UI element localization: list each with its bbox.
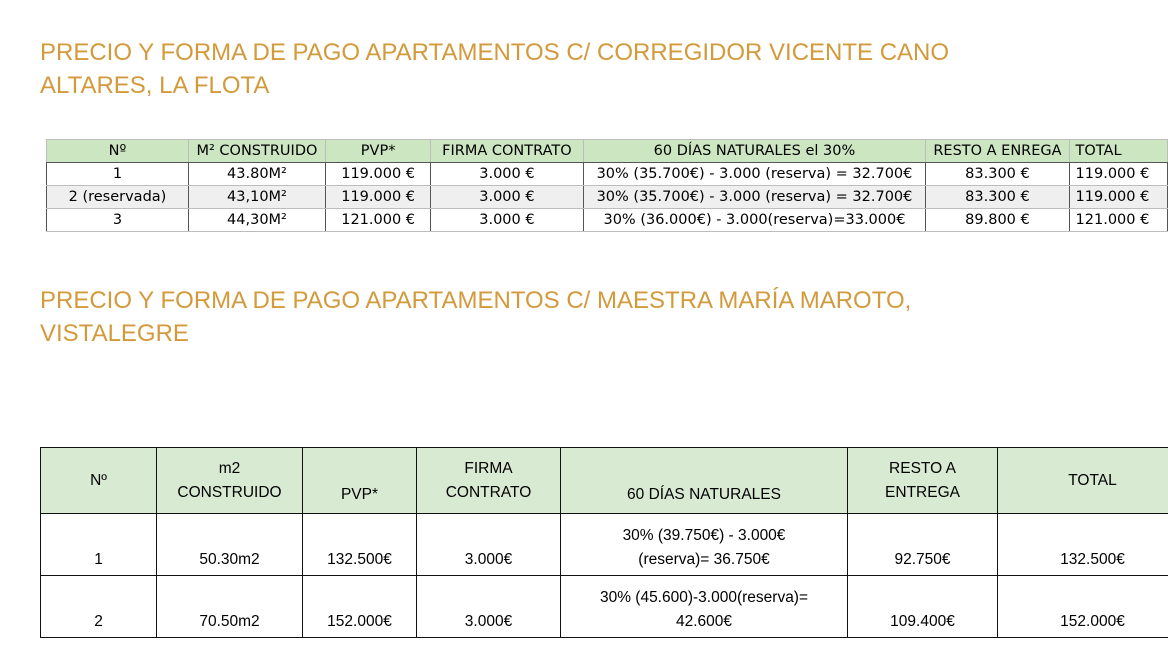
cell-60-dias: 30% (36.000€) - 3.000(reserva)=33.000€ [583, 209, 926, 232]
table-header-row [47, 140, 1168, 163]
col-header-total [998, 448, 1168, 514]
table-row [47, 163, 1168, 186]
header-line2: CONTRATO [445, 483, 532, 501]
col-header-60-dias [561, 448, 848, 514]
cell-m2: 50.30m2 [157, 514, 303, 576]
col-header-n [41, 448, 157, 514]
cell-n: 1 [47, 163, 189, 186]
cell-total: 121.000 € [1069, 209, 1167, 232]
cell-60-dias: 30% (35.700€) - 3.000 (reserva) = 32.700€ [583, 163, 926, 186]
col-header-resto [848, 448, 998, 514]
header-line2: CONSTRUIDO [177, 483, 282, 501]
price-table-vistalegre [40, 447, 1168, 638]
cell-resto: 83.300 € [926, 163, 1069, 186]
header-text: PVP* [340, 486, 379, 503]
header-text: 60 DÍAS NATURALES [627, 486, 781, 503]
header-line1: m2 [218, 459, 241, 477]
cell-total: 119.000 € [1069, 163, 1167, 186]
cell-m2: 70.50m2 [157, 576, 303, 638]
cell-n: 3 [47, 209, 189, 232]
col-header-pvp [303, 448, 417, 514]
cell-firma: 3.000€ [417, 576, 561, 638]
cell-total: 132.500€ [998, 514, 1168, 576]
table-row [47, 209, 1168, 232]
header-text: TOTAL [1068, 471, 1117, 489]
cell-n: 2 [41, 576, 157, 638]
cell-resto: 109.400€ [848, 576, 998, 638]
table-row [41, 514, 1168, 576]
cell-firma: 3.000 € [431, 209, 583, 232]
table-row [47, 186, 1168, 209]
header-line1: FIRMA [464, 459, 513, 477]
col-header-firma: FIRMA CONTRATO [431, 140, 583, 163]
col-header-firma [417, 448, 561, 514]
cell-line1: 30% (39.750€) - 3.000€ [622, 527, 786, 544]
cell-firma: 3.000€ [417, 514, 561, 576]
section2-title: PRECIO Y FORMA DE PAGO APARTAMENTOS C/ MAESTRA MARÍA MAROTO, VISTALEGRE [40, 287, 912, 347]
col-header-resto: RESTO A ENREGA [926, 140, 1069, 163]
cell-60-dias [561, 576, 848, 638]
col-header-n: Nº [47, 140, 189, 163]
col-header-total: TOTAL [1069, 140, 1167, 163]
price-table-la-flota [46, 139, 1168, 232]
cell-line1: 30% (45.600)-3.000(reserva)= [599, 589, 809, 606]
cell-pvp: 152.000€ [303, 576, 417, 638]
col-header-pvp: PVP* [325, 140, 430, 163]
cell-m2: 43.80M² [188, 163, 325, 186]
header-line1: RESTO A [889, 459, 956, 477]
cell-resto: 92.750€ [848, 514, 998, 576]
col-header-m2: M² CONSTRUIDO [188, 140, 325, 163]
cell-pvp: 121.000 € [325, 209, 430, 232]
cell-total: 152.000€ [998, 576, 1168, 638]
cell-m2: 43,10M² [188, 186, 325, 209]
cell-firma: 3.000 € [431, 163, 583, 186]
cell-n: 2 (reservada) [47, 186, 189, 209]
section1-title: PRECIO Y FORMA DE PAGO APARTAMENTOS C/ CORREGIDOR VICENTE CANO ALTARES, LA FLOTA [40, 39, 950, 99]
cell-line2: (reserva)= 36.750€ [638, 551, 770, 568]
header-text: Nº [90, 471, 107, 489]
col-header-60-dias: 60 DÍAS NATURALES el 30% [583, 140, 926, 163]
cell-n: 1 [41, 514, 157, 576]
table-header-row [41, 448, 1168, 514]
cell-line2: 42.600€ [675, 613, 733, 630]
cell-pvp: 132.500€ [303, 514, 417, 576]
cell-60-dias [561, 514, 848, 576]
col-header-m2 [157, 448, 303, 514]
header-line2: ENTREGA [885, 483, 960, 501]
table-row [41, 576, 1168, 638]
cell-resto: 83.300 € [926, 186, 1069, 209]
cell-m2: 44,30M² [188, 209, 325, 232]
cell-resto: 89.800 € [926, 209, 1069, 232]
cell-firma: 3.000 € [431, 186, 583, 209]
table1-clip [0, 0, 1168, 260]
cell-pvp: 119.000 € [325, 186, 430, 209]
cell-pvp: 119.000 € [325, 163, 430, 186]
cell-total: 119.000 € [1069, 186, 1167, 209]
cell-60-dias: 30% (35.700€) - 3.000 (reserva) = 32.700€ [583, 186, 926, 209]
